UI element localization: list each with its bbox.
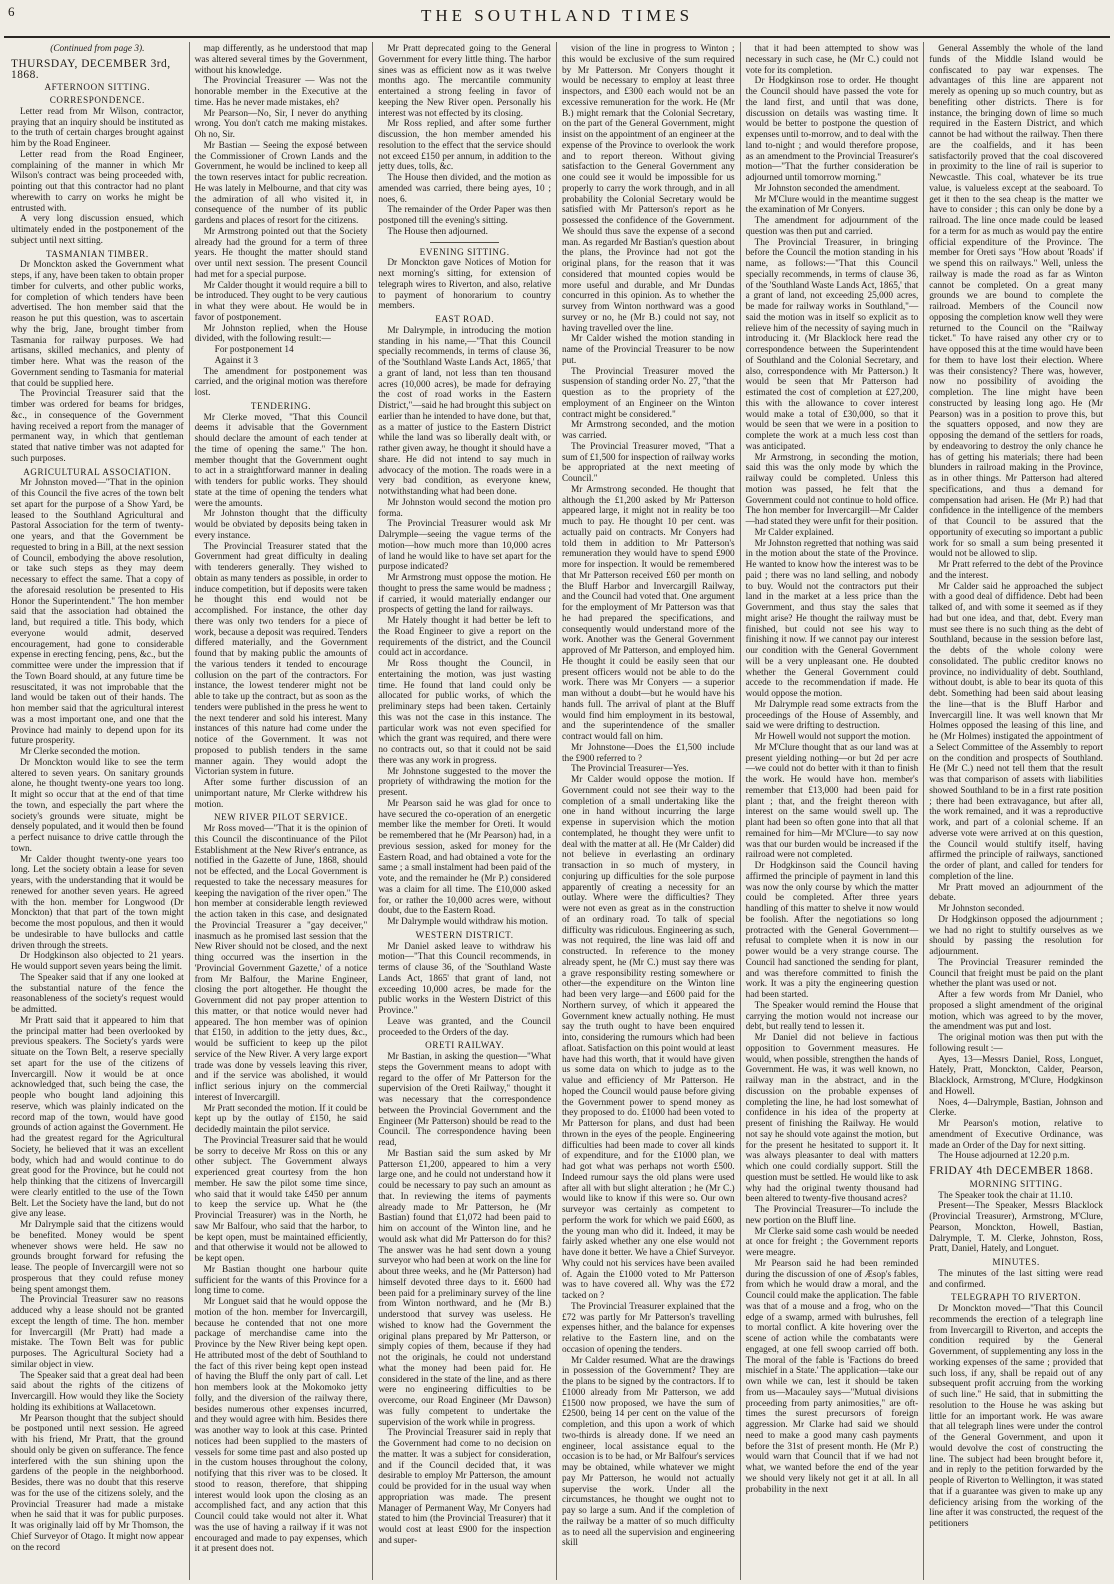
paragraph: Mr Pearson—No, Sir, I never do anything wrong. You don't catch me making mistakes. Oh no, Sir. [194,108,368,140]
section-heading: CORRESPONDENCE. [49,95,145,105]
paragraph: Mr M'Clure thought that as our land was at present yielding nothing—or but 2d per acre—we could not do better with it than to finish the work. He would have hon. member's remember that £13,000 had been paid for plant ; that, and the freight thereon with interest on the same would swell up. The plant had been so often gone into that all that remained for him—Mr M'Clure—to say now was that our burden would be increased if the railroad were not completed. [745,742,919,861]
paragraph: Mr Johnstone—Does the £1,500 include the £900 referred to ? [561,742,735,764]
paragraph: Mr Johnston moved—"That in the opinion of this Council the five acres of the town belt set apart for the purpose of a Show Yard, be leased to the Southland Agricultural and Pastoral Association for the term of twenty-one years, and that the Government be requested to bring in a Bill, at the next session of Council, embodying the above resolution, or take such steps as they may deem necessary to effect the same. That a copy of the aforesaid resolution be presented to His Honor the Superintendent." The hon member said that the association had obtained the land, but required a title. This body, which everyone would admit, deserved encouragement, had gone to considerable expense in erecting fencing, pens, &c., but the committee were under the impression that if the Town Board should, at any future time be resuscitated, it was not improbable that the land would be taken out of their hands. The hon member said that the agricultural interest was a most important one, and one that the Province had mainly to depend upon for its future prosperity. [11,478,184,747]
paragraph: The Provincial Treasurer explained that the £72 was partly for Mr Patterson's travelling expenses hither, and the balance for expenses relative to the Eastern line, and on the occasion of opening the tenders. [561,1301,735,1355]
paragraph: Dr Monckton would like to see the term altered to seven years. On sanitary grounds alone, he thought twenty-one years too long. It might so occur that at the end of that time the town, and especially the part where the society's grounds were situate, might be densely populated, and it would then be found a perfect nuisance to drive cattle through the town. [11,757,184,854]
paragraph: The Speaker took the chair at 11.10. [938,1190,1073,1201]
paragraph: Ayes, 13—Messrs Daniel, Ross, Longuet, Hately, Pratt, Monckton, Calder, Pearson, Blacklock, Armstrong, M'Clure, Hodgkinson and Howell. [929,1054,1103,1097]
column-rule [430,242,499,243]
paragraph: Mr Johnston seconded. [938,904,1025,914]
paragraph: A very long discussion ensued, which ultimately ended in the postponement of the subject until next sitting. [11,214,184,246]
paragraph: The Speaker would remind the House that carrying the motion would not increase our debt, but really tend to lessen it. [745,1000,919,1033]
paragraph: The Provincial Treasurer, in bringing before the Council the motion standing in his name, as follows:—"That this Council specially recommends, in terms of clause 36, of the 'Southland Waste Lands Act, 1865,' that a grant of land, not exceeding 25,000 acres, be made for railway works in Southland,"—said the motion was in itself so explicit as to relieve him of the necessity of saying much in introducing it. (Mr Blacklock here read the correspondence between the Superintendent of Southland and the Colonial Secretary, and also, correspondence with Mr Patterson.) It would be seen that Mr Patterson had estimated the cost of completion at £27,200, this with the allowance to cover interest would make a total of £30,000, so that it would be seen that we were in a position to complete the work at a much less cost than was anticipated. [745,237,919,452]
paragraph: Mr Armstrong, in seconding the motion, said this was the only mode by which the railway could be completed. Unless this motion was passed, he felt that the Government could not continue to hold office. The hon member for Invercargill—Mr Calder—had stated they were unfit for their position. [745,452,919,527]
column-2 [190,42,374,1580]
paragraph: Mr Johnstone suggested to the mover the propriety of withdrawing the motion for the present. [378,766,551,798]
paragraph: Dr Monckton gave Notices of Motion for next morning's sitting, for extension of telegraph wires to Riverton, and also, relative to payment of honorarium to country members. [378,258,551,312]
column-3 [373,42,557,1580]
paragraph: The Speaker said that a great deal had been said about the rights of the citizens of Invercargill. How would they like the Society holding its exhibitions at Wallacetown. [11,1370,184,1413]
paragraph: The Provincial Treasurer—To include the new portion on the Bluff line. [745,1205,919,1226]
paragraph: Mr Armstrong must oppose the motion. He thought to press the same would be madness ; if carried, it would materially endanger our prospects of getting the land for railways. [378,573,551,616]
paragraph: The House then adjourned. [387,226,488,237]
paragraph: The Provincial Treasurer reminded the Council that freight must be paid on the plant whether the plant was used or not. [929,957,1103,990]
paragraph: Letter read from the Road Engineer, complaining of the manner in which Mr Wilson's contract was being proceeded with, pointing out that this contractor had no plant wherewith to carry on works he might be entrusted with. [11,149,184,214]
paragraph: The Provincial Treasurer saw no reasons adduced why a lease should not be granted except the length of time. The hon. member for Invercargill (Mr Pratt) had made a mistake. The Town Belt was for public purposes. The Agricultural Society had a similar object in view. [11,1295,184,1370]
paragraph: Mr Pratt referred to the debt of the Province and the interest. [929,560,1103,581]
paragraph: Mr Dalrymple said that the citizens would be benefited. Money would be spent whenever shows were held. He saw no grounds brought forward for refusing the lease. The people of Invercargill were not so prosperous that they could refuse money being spent amongst them. [11,1220,184,1295]
newspaper-title: THE SOUTHLAND TIMES [420,6,694,25]
paragraph: Dr Monckton asked the Government what steps, if any, have been taken to obtain proper timber for culverts, and other public works, for completion of which tenders have been advertised. The hon member said that the reason he put this question, was to ascertain why the brig, Jane, brought timber from Tasmania for railway purposes. We had artisans, skilled mechanics, and plenty of timber here. What was the reason of the Government sending to Tasmania for material that could be supplied here. [11,260,184,389]
paragraph: Present—The Speaker, Messrs Blacklock (Provincial Treasurer), Armstrong, M'Clure, Pearson, Monckton, Howell, Bastian, Dalrymple, T. M. Clerke, Johnston, Ross, Pratt, Daniel, Hately, and Longuet. [929,1201,1103,1255]
section-heading: FRIDAY 4th DECEMBER 1868. [929,1165,1094,1177]
paragraph: Dr Hodgkinson opposed the adjournment ; we had no right to stultify ourselves as we should by passing the resolution for adjournment. [929,914,1103,957]
paragraph: Mr Pratt deprecated going to the General Government for every little thing. The harbor sines was as efficient now as it was twelve months ago. The mercantile community entertained a strong feeling in favor of keeping the New River open. Personally his interest was not effected by its closing. [378,44,551,119]
paragraph: After a few words from Mr Daniel, who proposed a slight amendment of the original motion, which was agreed to by the mover, the amendment was put and lost. [929,990,1103,1033]
vote-line: Against it 3 [214,355,259,366]
section-heading: TELEGRAPH TO RIVERTON. [951,1292,1082,1303]
section-heading: EVENING SITTING. [419,246,510,257]
paragraph: Mr Dalrymple read some extracts from the proceedings of the House of Assembly, and said we were drifting to destruction. [745,699,919,732]
paragraph: The Provincial Treasurer said in reply that the Government had come to no decision on the matter. It was a subject for consideration, and if the Council decided that, it was desirable to employ Mr Patterson, the amount could be provided for in the usual way when appropriation was made. The present Manager of Permanent Way, Mr Conyers had stated to him (the Provincial Treasurer) that it would cost at least £900 for the inspection and super- [378,1428,551,1546]
paragraph: map differently, as he understood that map was altered several times by the Government, without his knowledge. [194,44,368,76]
paragraph: Mr Bastian said the sum asked by Mr Patterson £1,200, appeared to him a very large one, and he could not understand how it could be necessary to pay such an amount as that. In reviewing the items of payments already made to Mr Patterson, he (Mr Bastian) found that £1,072 had been paid to him on account of the Winton line, and he would ask what did Mr Patterson do for this? The answer was he had sent down a young surveyor who had been at work on the line for about three weeks, and he (Mr Patterson) had himself devoted three days to it. £600 had been paid for a preliminary survey of the line from Winton northward, and he (Mr B.) understood that survey was useless. He wished to know had the Government the original plans prepared by Mr Patterson, or simply copies of them, because if they had not the originals, he could not understand what the money had been paid for. He considered in the state of the line, and as there were no engineering difficulties to be overcome, our Road Engineer (Mr Dawson) was fully competent to undertake the supervision of the work while in progress. [378,1148,551,1428]
paragraph: Leave was granted, and the Council proceeded to the Orders of the day. [378,1016,551,1038]
section-heading: AGRICULTURAL ASSOCIATION. [23,466,172,477]
paragraph: Mr Ross moved—"That it is the opinion of this Council the discontinuance of the Pilot Establishment at the New River's entrance, as notified in the Gazette of June, 1868, should not be effected, and the Local Government is requested to take the necessary measures for keeping the navigation of the river open." The hon member at considerable length reviewed the action taken in this case, and designated the Provincial Treasurer a "gay deceiver," inasmuch as he promised last session that the New River should not be closed, and the next thing occurred was the insertion in the 'Provincial Government Gazette,' of a notice from Mr Balfour, the Marine Engineer, closing the port altogether. He thought the Government did not pay proper attention to this matter, or that notice would never had appeared. The hon member was of opinion that £150, in addition to the jetty dues, &c., would be sufficient to keep up the pilot service of the New River. A very large export trade was done by vessels leaving this river, and if the service was abolished, it would inflict serious injury on the commercial interest of Invercargill. [194,824,368,1103]
paragraph: The Provincial Treasurer moved, "That a sum of £1,500 for inspection of railway works be appropriated at the next meeting of Council." [561,441,735,484]
paragraph: The Provincial Treasurer — Was not the honorable member in the Executive at the time. Has he never made mistakes, eh? [194,76,368,108]
section-heading: THURSDAY, DECEMBER 3rd, 1868. [11,57,171,81]
paragraph: The Speaker said that if any one looked at the substantial nature of the fence the reasonableness of the society's request would be admitted. [11,972,184,1015]
paragraph: Mr Calder explained. [754,527,834,538]
paragraph: Mr Pearson said he was glad for once to have secured the co-operation of an energetic member like the member for Oreti. It would be remembered that he (Mr Pearson) had, in a previous session, asked for money for the Eastern Road, and had obtained a vote for the same ; a small instalment had been paid of the vote, and the remainder he (Mr P.) considered was a claim for all time. The £10,000 asked for, or rather the 10,000 acres were, without doubt, due to the Eastern Road. [378,798,551,917]
section-heading: TENDERING. [250,400,312,411]
paragraph: Mr Ross thought the Council, in entertaining the motion, was just wasting time. He found that land could only be allocated for public works, of which the preliminary steps had been taken. Certainly this was not the case in this instance. The particular work was not even specified for which the grant was required, and there were no contracts out, so that it could not be said there was any work in progress. [378,659,551,766]
paragraph: Mr Calder said he approached the subject with a good deal of diffidence. Debt had been talked of, and with some it seemed as if they had but one idea, and that, debt. Every man must see there is no such thing as the debt of Southland, because in the session before last, the debts of the whole colony were consolidated. The public creditor knows no province, no individuality of debt. Southland, without doubt, is able to bear its quota of this debt. Something had been said about leasing the line—that is the Bluff Harbor and Invercargill line. It was well known that Mr Holmes opposed the leasing of this line, and he (Mr Holmes) instigated the appointment of a Select Committee of the Assembly to report on the condition and prospects of Southland. He (Mr C.) need not tell them that the result was that comparison of assets with liabilities showed Southland to be in a first rate position ; there had been extravagance, but after all, the work remained, and it was a reproductive work, and part of a colonial scheme. If an adverse vote were arrived at on this question, the Council would stultify itself, having affirmed the principle of railways, sanctioned the order of plant, and called for tenders for completion of the line. [929,581,1103,882]
paragraph: Mr Armstrong seconded. He thought that although the £1,200 asked by Mr Patterson appeared large, it might not in reality be too much to pay. He thought 10 per cent. was actually paid on contracts. Mr Conyers had told them in addition to Mr Patterson's remuneration they would have to spend £900 more for inspection. It would be remembered that Mr Patterson received £60 per month on the Bluff Harbor and Invercargill Railway, and the Council had voted that. One argument for the employment of Mr Patterson was that he had prepared the specifications, and consequently would understand more of the work. Another was the General Government approved of Mr Patterson, and employed him. He thought it could be easily seen that our present officers would not be able to do the work. There was Mr Conyers — a superior man without a doubt—but he would have his hands full. The arrival of plant at the Bluff would find him employment in its bestowal, and the superintendence of the smaller contract would fall on him. [561,484,735,742]
paragraph: Mr Hately thought it had better be left to the Road Engineer to give a report on the requirements of the district, and the Council could act in accordance. [378,616,551,659]
column-5 [741,42,925,1580]
paragraph: The original motion was then put with the following result :— [929,1033,1103,1054]
section-heading: WESTERN DISTRICT. [415,929,514,940]
paragraph: Noes, 4—Dalrymple, Bastian, Johnson and Clerke. [929,1097,1103,1119]
masthead-rule [4,36,1110,38]
paragraph: Dr Monckton moved—"That this Council recommends the erection of a telegraph line from Invercargill to Riverton, and accepts the condition required by the General Government, of supplementing any loss in the working expenses of the same ; provided that such loss, if any, shall be repaid out of any subsequent profit accruing from the working of such line." He said, that in submitting the resolution to the House he was asking but little for an important work. He was aware that all telegraph lines were under the control of the General Government, and upon it would devolve the cost of constructing the line. The subject had been brought before it, and in reply to the petition forwarded by the people of Riverton to Wellington, it was stated that if a guarantee was given to make up any deficiency arising from the working of the line after it was constructed, the request of the petitioners [929,1304,1103,1529]
paragraph: The Provincial Treasurer said that the timber was ordered for beams for bridges, &c., in consequence of the Government having received a report from the manager of permanent way, in which that gentleman stated that native timber was not adapted for such purposes. [11,389,184,464]
section-heading: MORNING SITTING. [969,1178,1063,1189]
paragraph: Mr M'Clure would in the meantime suggest the examination of Mr Conyers. [745,194,919,216]
paragraph: Dr Hodgkinson said the Council having affirmed the principle of payment in land this was now the only course by which the matter could be completed. After three years handling of this matter to shelve it now would be foolish. After the negotiations so long protracted with the General Government—refusal to complete when it is now in our power would be a very strange course. The Council had sanctioned the sending for plant, and was therefore committed to finish the work. It was a pity the engineering question had been started. [745,861,919,1000]
paragraph: Mr Pratt seconded the motion. If it could be kept up by the outlay of £150, he said decidedly maintain the pilot service. [194,1103,368,1135]
section-heading: TASMANIAN TIMBER. [45,248,149,259]
paragraph: Mr Daniel asked leave to withdraw his motion—"That this Council recommends, in terms of clause 36, of the 'Southland Waste Lands Act, 1865' that grant of land, not exceeding 10,000 acres, be made for the public works in the Western District of this Province." [378,941,551,1016]
paragraph: Mr Clerke seconded the motion. [20,747,141,757]
column-4 [557,42,741,1580]
paragraph: Mr Longuet said that he would oppose the motion of the hon. member for Invercargill, because he contended that not one more package of merchandise came into the Province by the New River being kept open. He attributed most of the debt of Southland to the fact of this river being kept open instead of having the Bluff the only part of call. Let hon members look at the Mokomoko jetty folly, and the diversion of the railway there, besides numerous other expenses incurred, and they would agree with him. Besides there was another way to look at this case. Printed notices had been supplied to the masters of vessels for some time past and also posted up in the custom houses throughout the colony, notifying that this river was to be closed. It stood to reason, therefore, that shipping interest would look upon the closing as an accomplished fact, and any action that this Council could take would not alter it. What was the use of having a railway if it was not encouraged and made to pay expenses, which it at present does not. [194,1297,368,1555]
paragraph: The Provincial Treasurer said that he would be sorry to deceive Mr Ross on this or any other subject. The Government always experienced great courtesy from the hon member. He saw the pilot some time since, who said that it would take £450 per annum to keep the service up. What he (the Provincial Treasurer) was in the North, he saw Mr Balfour, who said that the harbor, to be kept open, must be maintained efficiently, and that otherwise it would not be allowed to be kept open. [194,1135,368,1264]
paragraph: The Provincial Treasurer stated that the Government had great difficulty in dealing with tenderers generally. They wished to obtain as many tenders as possible, in order to induce competition, but if deposits were taken he thought this end would not be accomplished. For instance, the other day there was only two tenders for a piece of work, because a deposit was required. Tenders differed materially, and the Government found that by making public the amounts of the various tenders it tended to encourage collusion on the part of the contractors. For instance, the lowest tenderer might not be able to take up the contract, but as soon as the tenders were published in the press he went to the next tenderer and sold his interest. Many instances of this nature had come under the notice of the Government. It was not proposed to publish tenders in the same manner again. They would adopt the Victorian system in future. [194,541,368,778]
paragraph: Mr Pearson said he had been reminded during the discussion of one of Æsop's fables, from which he would draw a moral, and the Council could make the application. The fable was that of a mouse and a frog, who on the edge of a swamp, armed with bulrushes, fell to mortal conflict. A kite hovering over the scene of action while the combatants were engaged, at one fell swoop carried off both. The moral of the fable is 'Factions do breed mischief in a State.' The application—take our own while we can, lest it should be taken from us—Macauley says—"Mutual divisions proceeding from party animosities," are oft-times the surest precursors of foreign aggression. Mr Clarke had said we should need to make a good many cash payments before the 31st of present month. He (Mr P.) would warn that Council that if we had not what, we wanted before the end of the year we should very likely not get it at all. In all probability in the next [745,1258,919,1495]
paragraph: Mr Calder thought it would require a bill to be introduced. They ought to be very cautious in what they were about. He would be in favor of postponement. [194,280,368,323]
paragraph: The amendment for postponement was carried, and the original motion was therefore lost. [194,366,368,398]
paragraph: Mr Bastian — Seeing the exposé between the Commissioner of Crown Lands and the Government, he would be inclined to keep all the town reserves intact for public recreation. He was lately in Melbourne, and that city was the admiration of all who visited it, in consequence of the number of its public gardens and places of resort for the citizens. [194,140,368,226]
masthead [0,0,1114,44]
paragraph: Mr Armstrong pointed out that the Society already had the ground for a term of three years. He thought the matter should stand over until next session. The present Council had met for a special purpose. [194,226,368,280]
paragraph: The Provincial Treasurer would ask Mr Dalrymple—seeing the vague terms of the motion—how much more than 10,000 acres of land he would like to have set apart for the purpose indicated? [378,519,551,573]
paragraph: Mr Johnston regretted that nothing was said in the motion about the state of the Province. He wanted to know how the interest was to be paid ; there was no land selling, and nobody to buy. Would not the contractors put their land in the market at a less price than the Government, and thus stay the sales that might arise? He thought the railway must be finished, but could not see his way to finishing it now. If we cannot pay our interest our condition with the General Government will be a very unpleasant one. He doubted whether the General Government could accede to the recommendation if made. He would oppose the motion. [745,538,919,699]
paragraph: Mr Calder wished the motion standing in name of the Provincial Treasurer to be now put. [561,334,735,366]
paragraph: Letter read from Mr Wilson, contractor, praying that an inquiry should be instituted as to the truth of certain charges brought against him by the Road Engineer. [11,106,184,149]
paragraph: Mr Pratt moved an adjournment of the debate. [929,882,1103,904]
paragraph: The House then divided, and the motion as amended was carried, there being ayes, 10 ; noes, 6. [378,173,551,205]
paragraph: Mr Dalrymple would withdraw his motion. [387,917,548,927]
paragraph: General Assembly the whole of the land funds of the Middle Island would be confiscated to pay war expenses. The advantages of this line are apparent not merely as opening up so much country, but as benefiting other districts. There is for instance, the bringing down of lime so much required in the Eastern District, and which cannot be had without the railway. Then there are the coalfields, and it has been satisfactorily proved that the coal discovered in proximity to the line of rail is superior to Newcastle. This coal, whatever be its true value, is valueless except at the seaboard. To get it then to the sea cheap is the matter we have to consider ; this can only be done by a railroad. The line once made could be leased for a term for as much as would pay the entire official expenditure of the Province. The member for Oreti says "How about 'Roads' if we spend this on railways." Well, unless the railway is made the road as far as Winton cannot be completed. On a great many grounds we are bound to complete the railroad. Members of the Council now opposing the completion know well they were returned to the Council on the "Railway ticket." To have raised any other cry or to have opposed this at the time would have been for them to have lost their election. Where was their consistency? There was, however, now no possibility of avoiding the completion. The line might have been constructed by leasing long ago. He (Mr Pearson) was in a position to prove this, but the squatters opposed, and now they are opposing the demand of the settlers for roads, by endeavoring to destroy the only chance he has of getting his materials; there had been blunders in railroad making in the Province, as in other things. Mr Patterson had altered specifications, and thus a demand for compensation had arisen. He (Mr P.) had that confidence in the intelligence of the members of that Council to be assured that the opportunity of executing so important a public work for so small a sum being presented it would not be allowed to slip. [929,44,1103,560]
column-1 [6,42,190,1580]
paragraph: Mr Johnston replied, when the House divided, with the following result:— [194,323,368,345]
paragraph: Mr Calder thought twenty-one years too long. Let the society obtain a lease for seven years, with the understanding that it would be renewed for another seven years. He agreed with the hon. member for Longwood (Dr Monckton) that that part of the town might become the most populous, and then it would be undesirable to have bullocks and cattle driven through the streets. [11,854,184,951]
paragraph: Mr Daniel did not believe in factious opposition to Government measures. He would, when possible, strengthen the hands of Government. He was, it was well known, no railway man in the abstract, and in the discussion on the probable expenses of completing the line, he had lost somewhat of confidence in his idea of the property at present of finishing the Railway. He would not say he should vote against the motion, but for the present he hesitated to support it. It was always pleasanter to deal with matters which one could cordially support. Still the question must be settled. He would like to ask why had the original twenty thousand had been altered to twenty-five thousand acres? [745,1033,919,1205]
paragraph: Mr Pearson's motion, relative to amendment of Executive Ordinance, was made an Order of the Day for next sitting. [929,1119,1103,1151]
paragraph: Mr Calder would oppose the motion. If Government could not see their way to the completion of a small undertaking like the one in hand without incurring the large expense in supervision which the motion contemplated, he thought they were unfit to deal with the matter at all. He (Mr Calder) did not believe in everlasting an ordinary transaction in so much of mystery, in conjuring up difficulties for the sole purpose apparently of creating a necessity for an outlay. Where were the difficulties? They were not even as great as in the construction of an ordinary road. To talk of special difficulty was ridiculous. Engineering as such, was not required, the line was laid off and constructed. In reference to the money already spent, he (Mr C.) must say there was a grave responsibility resting somewhere or other—the expenditure on the Winton line had been very large—and £600 paid for the Northern survey, of which it appeared the Government knew actually nothing. He must say the truth ought to have been enquired into, considering the rumours which had been afloat. Satisfaction on this point would at least have had this worth, that it would have given us some data on which to judge as to the value and efficiency of Mr Patterson. He hoped the Council would pause before giving the Government power to spend money as they proposed to do. £1000 had been voted to Mr Patterson for plans, and dust had been thrown in the eyes of the people. Engineering difficulties had been made to cover all kinds of expenditure, and for the £1000 plan, we had got what was perhaps not worth £500. Indeed rumour says the old plans were used after all with but slight alteration ; he (Mr C.) would like to know if this were so. Our own surveyor was certainly as competent to perform the work for which we paid £600, as the young man who did it. Indeed, it may be fairly asked whether any one else would not have done it better. We have a Chief Surveyor. Why could not his services have been availed of. Again the £1000 voted to Mr Patterson was to have covered all. Why was the £72 tacked on ? [561,775,735,1301]
paragraph: Dr Hodgkinson also objected to 21 years. He would support seven years being the limit. [11,951,184,972]
paragraph: The amendment for adjournment of the question was then put and carried. [745,216,919,237]
paragraph: Mr Dalrymple, in introducing the motion standing in his name,—"That this Council specially recommends, in terms of clause 36, of the 'Southland Waste Lands Act, 1865,' that a grant of land, not less than ten thousand acres (10,000 acres), be made for defraying the cost of road works in the Eastern District,"—said he had brought this subject on earlier than he intended to have done, but that, as a matter of justice to the Eastern District while the land was so liberally dealt with, or rather given away, he thought it should have a share. He did not intend to say much in advocacy of the motion. The roads were in a very bad condition, as everyone knew, notwithstanding what had been done. [378,325,551,497]
paragraph: The Provincial Treasurer—Yes. [570,764,689,775]
paragraph: The House adjourned at 12.20 p.m. [938,1151,1070,1162]
paragraph: Mr Calder resumed. What are the drawings in possession of the Government? They are the plans to be signed by the contractors. If to £1000 already from Mr Patterson, we add £1500 now proposed, we have the sum of £2500, being 14 per cent on the value of the completion, and this upon a work of which two-thirds is already done. If we need an engineer, local assistance equal to the occasion is to be had, or Mr Balfour's services may be obtained, while whatever we might pay Mr Patterson, he would not actually supervise the work. Under all the circumstances, he thought we ought not to pay so large a sum. And if the completion of the railway be a matter of so much difficulty as to need all the supervision and engineering skill [561,1355,735,1549]
paragraph: The Provincial Treasurer moved the suspension of standing order No. 27, "that the question as to the propriety of the employment of an Engineer on the Winton contract might be considered." [561,366,735,420]
paragraph: Dr Hodgkinson rose to order. He thought the Council should have passed the vote for the land first, and until that was done, discussion on details was wasting time. It would be better to postpone the question of expenses until to-morrow, and to deal with the land to-night ; and would therefore propose, as an amendment to the Provincial Treasurer's motion—"That the further consideration be adjourned until tomorrow morning." [745,76,919,183]
paragraph: Mr Pearson thought that the subject should be postponed until next session. He agreed with his friend, Mr Pratt, that the ground should only be given on sufferance. The fence interfered with the sun shining upon the gardens of the people in the neighborhood. Besides, there was no doubt that this reserve was for the use of the citizens solely, and the Provincial Treasurer had made a mistake when he said that it was for public purposes. It was originally laid off by Mr Thomson, the Chief Surveyor of Otago. It might now appear on the record [11,1413,184,1553]
section-heading: NEW RIVER PILOT SERVICE. [213,812,349,823]
paragraph: The minutes of the last sitting were read and confirmed. [929,1268,1103,1290]
paragraph: Mr Clerke moved, "That this Council deems it advisable that the Government should declare the amount of each tender at the time of opening the same." The hon. member thought that the Government ought to act in a straightforward manner in dealing with tenders for public works. They should state at the time of opening the tenders what were the amounts. [194,412,368,509]
paragraph: Mr Johnston seconded the amendment. [754,183,900,194]
paragraph: Mr Armstrong seconded, and the motion was carried. [561,420,735,441]
vote-line: For postponement 14 [214,345,294,355]
paragraph: Mr Johnston would second the motion pro forma. [378,497,551,519]
paragraph: Mr Clerke said some cash would be needed at once for freight ; the Government reports were meagre. [745,1226,919,1258]
paragraph: After some further discussion of an unimportant nature, Mr Clerke withdrew his motion. [194,778,368,810]
section-heading: ORETI RAILWAY. [425,1040,505,1051]
paragraph: Mr Pratt said that it appeared to him that the principal matter had been overlooked by previous speakers. The Society's yards were situate on the Town Belt, a reserve specially set apart for the use of the citizens of Invercargill. Now it would be at once acknowledged that, such being the case, the people who bought land adjoining this reserve, which was plainly indicated on the record map of the town, would have good grounds of action against the Government. He had the greatest regard for the Agricultural Society, he believed that it was an excellent body, which had and would continue to do great good for the Province, but he could not help thinking that the citizens of Invercargill were clearly entitled to the use of the Town Belt. Let the Society have the land, but do not give any lease. [11,1015,184,1220]
section-heading: AFTERNOON SITTING. [44,82,151,93]
paragraph: Mr Ross replied, and after some further discussion, the hon member amended his resolution to the effect that the service should not exceed £150 per annum, in addition to the jetty dues, tolls, &c. [378,119,551,173]
article-columns [6,42,1108,1580]
page-number: 6 [8,4,15,19]
section-heading: EAST ROAD. [435,314,495,324]
paragraph: that it had been attempted to show was necessary in such case, he (Mr C.) could not vote for its completion. [745,44,919,76]
paragraph: Mr Bastian, in asking the question—"What steps the Government means to adopt with regard to the offer of Mr Patterson for the supervision of the Oreti Railway," thought it was necessary that the correspondence between the Provincial Government and the Engineer (Mr Patterson) should be read to the Council. The correspondence having been read, [378,1052,551,1148]
paragraph: The remainder of the Order Paper was then postponed till the evening's sitting. [378,205,551,226]
column-6 [924,42,1108,1580]
continued-note: (Continued from page 3). [50,44,145,54]
section-heading: MINUTES. [992,1257,1040,1267]
paragraph: Mr Johnston thought that the difficulty would be obviated by deposits being taken in every instance. [194,509,368,541]
paragraph: Mr Bastian thought one harbour quite sufficient for the wants of this Province for a long time to come. [194,1264,368,1297]
paragraph: vision of the line in progress to Winton ; this would be exclusive of the sum required by Mr Patterson. Mr Conyers thought it would be necessary to employ at least three inspectors, and £300 each would not be an excessive remuneration for the work. He (Mr B.) might remark that the Colonial Secretary, on the part of the General Government, might insist on the appointment of an engineer at the expense of the Province to overlook the work and to report thereon. Without giving satisfaction to the General Government any one could see it would be impossible for us properly to carry the work through, and in all probability the Colonial Secretary would be satisfied with Mr Patterson's report as he possessed the confidence of the Government. We should thus save the expense of a second man. As regarded Mr Bastian's question about the plans, the Province had not got the original plans, for the reason that it was considered that mounted copies would be more useful and durable, and Mr Dundas concurred in this opinion. As to whether the survey from Winton northward was a good survey or no, he (Mr B.) could not say, not having travelled over the line. [561,44,735,334]
paragraph: Mr Howell would not support the motion. [754,732,911,742]
